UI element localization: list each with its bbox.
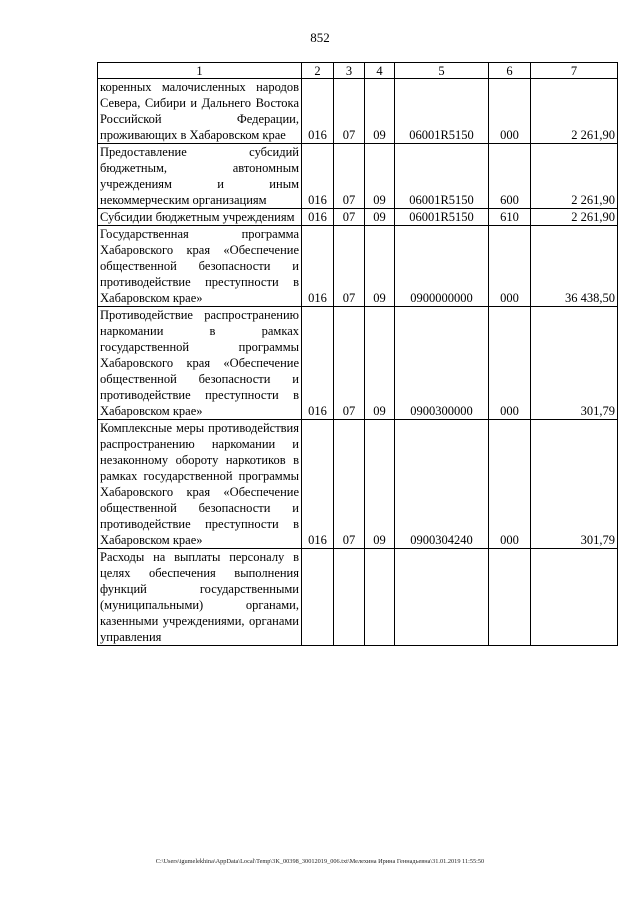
table-row (98, 209, 618, 226)
cell-section: 07 (334, 420, 365, 549)
cell-subsection: 09 (365, 420, 395, 549)
cell-amount: 2 261,90 (531, 144, 618, 209)
budget-table (97, 62, 618, 646)
cell-subsection: 09 (365, 209, 395, 226)
table-row (98, 226, 618, 307)
table-row (98, 144, 618, 209)
cell-target-article: 0900304240 (395, 420, 489, 549)
cell-expense-type: 000 (489, 420, 531, 549)
cell-target-article: 06001R5150 (395, 209, 489, 226)
cell-amount: 301,79 (531, 420, 618, 549)
cell-section: 07 (334, 209, 365, 226)
page-number: 852 (310, 30, 330, 45)
row-name: Расходы на выплаты персоналу в целях обеспечения выполнения функций государственными (муниципальными) органами, казенными учреждениями, органами управления (98, 549, 302, 646)
row-name: Противодействие распространению наркомании в рамках государственной программы Хабаровского края «Обеспечение общественной безопасности и противодействие преступности в Хабаровском крае» (98, 307, 302, 420)
cell-amount: 301,79 (531, 307, 618, 420)
cell-amount (531, 549, 618, 646)
column-header: 2 (302, 63, 334, 79)
cell-subsection: 09 (365, 226, 395, 307)
cell-amount: 2 261,90 (531, 79, 618, 144)
row-name: Государственная программа Хабаровского края «Обеспечение общественной безопасности и противодействие преступности в Хабаровском крае» (98, 226, 302, 307)
column-header: 4 (365, 63, 395, 79)
cell-target-article: 06001R5150 (395, 144, 489, 209)
table-header-row (98, 63, 618, 79)
cell-target-article: 0900000000 (395, 226, 489, 307)
cell-target-article: 0900300000 (395, 307, 489, 420)
file-path-footer: C:\Users\igumelekhina\AppData\Local\Temp\3K_00398_30012019_006.txt\Мелехина Ирина Геннадьевна\31.01.2019 11:55:50 (155, 858, 485, 865)
cell-subsection: 09 (365, 79, 395, 144)
cell-section (334, 549, 365, 646)
cell-ministry-code: 016 (302, 144, 334, 209)
cell-ministry-code: 016 (302, 307, 334, 420)
row-name: коренных малочисленных народов Севера, Сибири и Дальнего Востока Российской Федерации, проживающих в Хабаровском крае (98, 79, 302, 144)
cell-subsection: 09 (365, 144, 395, 209)
cell-section: 07 (334, 226, 365, 307)
cell-amount: 36 438,50 (531, 226, 618, 307)
cell-expense-type: 000 (489, 226, 531, 307)
table-row (98, 549, 618, 646)
column-header: 1 (98, 63, 302, 79)
table-row (98, 420, 618, 549)
cell-target-article (395, 549, 489, 646)
cell-expense-type: 610 (489, 209, 531, 226)
column-header: 5 (395, 63, 489, 79)
cell-expense-type: 000 (489, 307, 531, 420)
cell-ministry-code: 016 (302, 420, 334, 549)
cell-section: 07 (334, 144, 365, 209)
column-header: 3 (334, 63, 365, 79)
cell-section: 07 (334, 307, 365, 420)
row-name: Комплексные меры противодействия распространению наркомании и незаконному обороту наркотиков в рамках государственной программы Хабаровского края «Обеспечение общественной безопасности и противодействие преступности в Хабаровском крае» (98, 420, 302, 549)
cell-target-article: 06001R5150 (395, 79, 489, 144)
cell-amount: 2 261,90 (531, 209, 618, 226)
cell-ministry-code (302, 549, 334, 646)
cell-subsection: 09 (365, 307, 395, 420)
table-row (98, 307, 618, 420)
cell-section: 07 (334, 79, 365, 144)
cell-expense-type (489, 549, 531, 646)
row-name: Субсидии бюджетным учреждениям (98, 209, 302, 226)
cell-ministry-code: 016 (302, 226, 334, 307)
cell-expense-type: 600 (489, 144, 531, 209)
cell-subsection (365, 549, 395, 646)
cell-ministry-code: 016 (302, 209, 334, 226)
cell-ministry-code: 016 (302, 79, 334, 144)
cell-expense-type: 000 (489, 79, 531, 144)
row-name: Предоставление субсидий бюджетным, автономным учреждениям и иным некоммерческим организациям (98, 144, 302, 209)
table-row (98, 79, 618, 144)
column-header: 7 (531, 63, 618, 79)
column-header: 6 (489, 63, 531, 79)
